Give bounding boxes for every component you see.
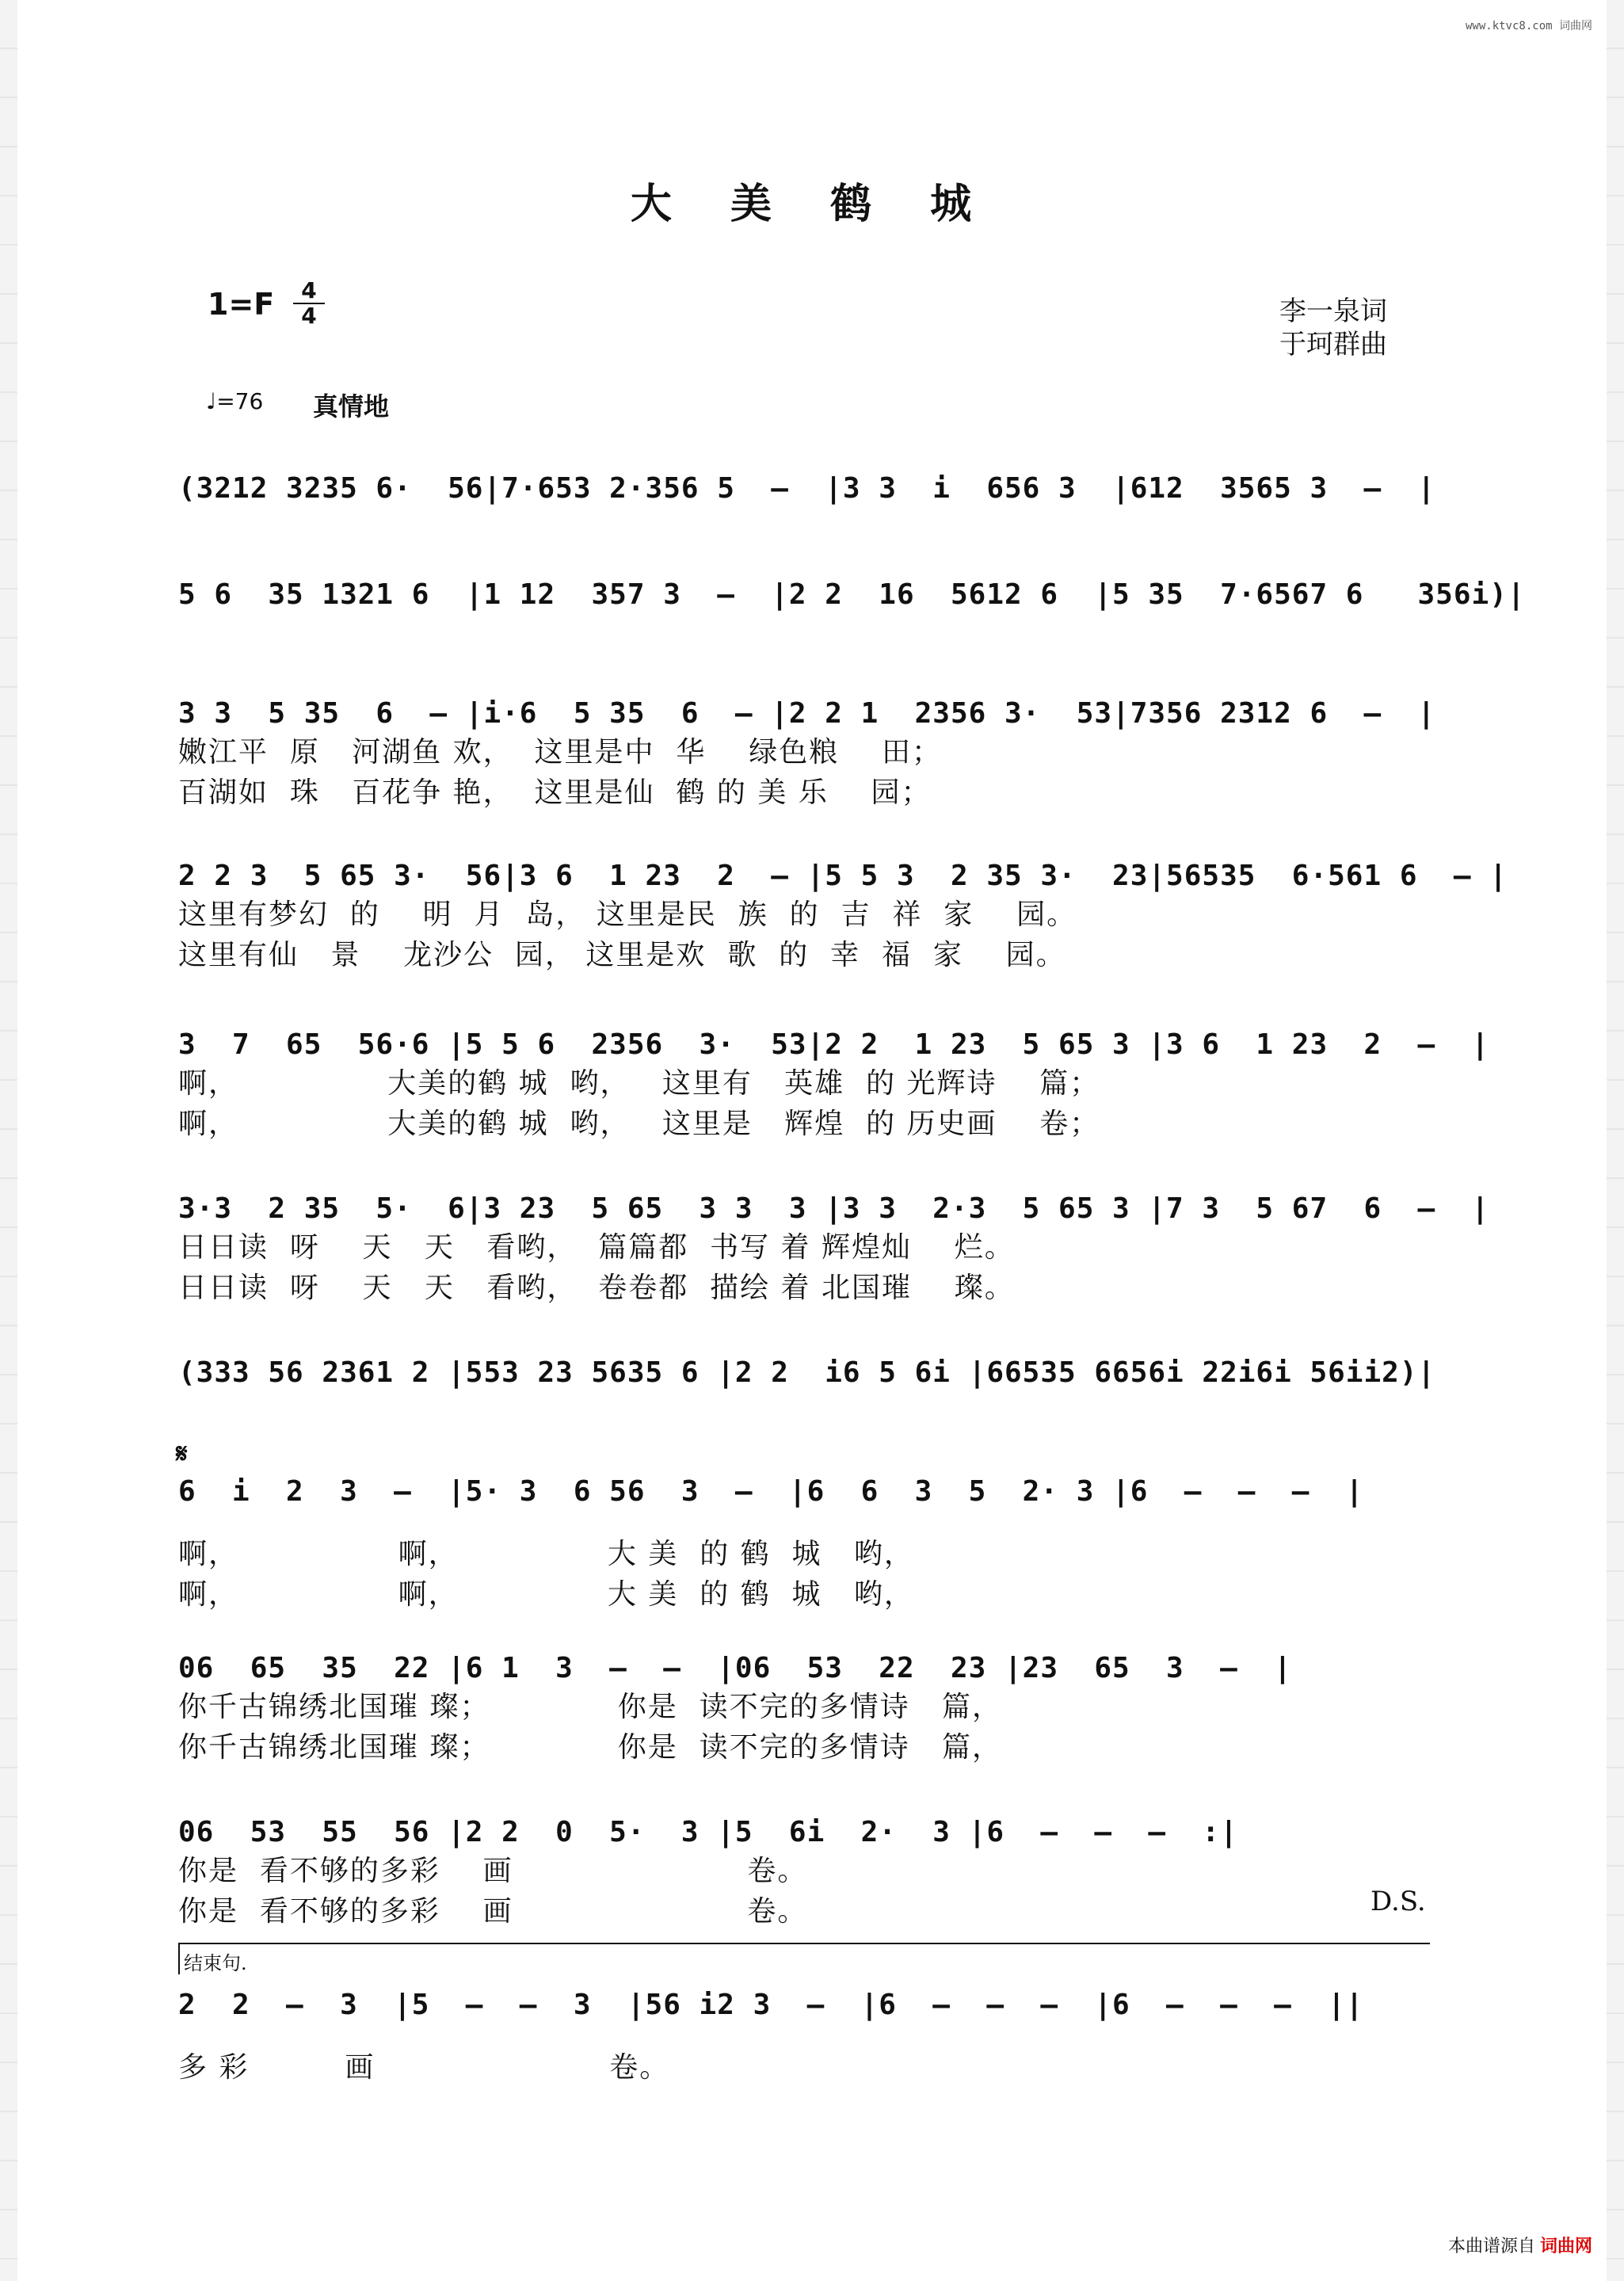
notation-line: 2 2 3 5 65 3· 56|3 6 1 23 2 – |5 5 3 2 35 3· 23|56535 6·561 6 – |: [178, 860, 1508, 892]
notation-line: 6 i 2 3 – |5· 3 6 56 3 – |6 6 3 5 2· 3 |6 – – – |: [178, 1475, 1364, 1508]
left-margin-strip: [0, 0, 17, 2281]
right-margin-strip: [1607, 0, 1624, 2281]
notation-line: 3 7 65 56·6 |5 5 6 2356 3· 53|2 2 1 23 5 65 3 |3 6 1 23 2 – |: [178, 1028, 1490, 1061]
segno-icon: 𝄋: [176, 1438, 188, 1470]
score-row: [178, 472, 1446, 505]
lyric-verse-1: 嫩江平 原 河湖鱼 欢， 这里是中 华 绿色粮 田；: [178, 736, 942, 769]
coda-bracket-edge: [178, 1943, 180, 1974]
lyric-verse-2: 啊， 大美的鹤 城 哟， 这里是 辉煌 的 历史画 卷；: [178, 1108, 1100, 1140]
notation-line: 5 6 35 1321 6 |1 12 357 3 – |2 2 16 5612 6 |5 35 7·6567 6 356i)|: [178, 578, 1526, 611]
expression-mark: 真情地: [313, 391, 390, 421]
footer-source: [1448, 2233, 1592, 2257]
lyric-verse-1: 啊， 大美的鹤 城 哟， 这里有 英雄 的 光辉诗 篇；: [178, 1067, 1100, 1100]
lyric-verse-2: 日日读 呀 天 天 看哟， 卷卷都 描绘 着 北国璀 璨。: [178, 1272, 1015, 1304]
score-row: [178, 697, 1446, 811]
score-row: [178, 1989, 1446, 2085]
notation-line: 3·3 2 35 5· 6|3 23 5 65 3 3 3 |3 3 2·3 5 65 3 |7 3 5 67 6 – |: [178, 1192, 1490, 1225]
coda-bracket: [178, 1943, 1430, 1944]
score-row: [178, 578, 1526, 611]
footer-text: 本曲谱源自: [1447, 2237, 1535, 2256]
lyric-verse-1: 啊， 啊， 大 美 的 鹤 城 哟，: [178, 1538, 914, 1570]
lyric-verse-2: 你是 看不够的多彩 画 卷。: [178, 1895, 808, 1928]
key-signature: 1=F: [208, 287, 275, 322]
lyric-verse-1: 你是 看不够的多彩 画 卷。: [178, 1855, 808, 1887]
notation-line: 06 53 55 56 |2 2 0 5· 3 |5 6i 2· 3 |6 – – – :|: [178, 1816, 1238, 1848]
lyric-verse-1: 这里有梦幻 的 明 月 岛， 这里是民 族 的 吉 祥 家 园。: [178, 898, 1077, 931]
time-sig-bottom: 4: [301, 303, 317, 329]
score-row: [178, 1475, 1446, 1612]
lyricist: 李一泉词: [1279, 296, 1387, 327]
time-signature: [293, 279, 325, 328]
notation-line: 06 65 35 22 |6 1 3 – – |06 53 22 23 |23 65 3 – |: [178, 1652, 1292, 1684]
lyric-verse-2: 啊， 啊， 大 美 的 鹤 城 哟，: [178, 1578, 914, 1611]
tempo-mark: ♩=76: [206, 388, 264, 414]
score-row: [178, 1356, 1446, 1389]
lyric-verse-2: 这里有仙 景 龙沙公 园， 这里是欢 歌 的 幸 福 家 园。: [178, 939, 1066, 971]
footer-brand[interactable]: 词曲网: [1539, 2237, 1592, 2256]
score-row: [178, 860, 1508, 973]
time-sig-top: 4: [293, 279, 325, 304]
notation-line: (3212 3235 6· 56|7·653 2·356 5 – |3 3 i 656 3 |612 3565 3 – |: [178, 472, 1436, 505]
notation-line: 3 3 5 35 6 – |i·6 5 35 6 – |2 2 1 2356 3· 53|7356 2312 6 – |: [178, 697, 1436, 730]
score-row: [178, 1652, 1446, 1765]
site-watermark: www.ktvc8.com 词曲网: [1465, 20, 1592, 32]
coda-label: 结束句.: [184, 1952, 247, 1974]
notation-line: (333 56 2361 2 |553 23 5635 6 |2 2 i6 5 6i |66535 6656i 22i6i 56ii2)|: [178, 1356, 1436, 1389]
lyric-verse-1: 日日读 呀 天 天 看哟， 篇篇都 书写 着 辉煌灿 烂。: [178, 1231, 1015, 1264]
lyric-verse-1: 多 彩 画 卷。: [178, 2051, 670, 2084]
composer: 于珂群曲: [1279, 329, 1387, 360]
notation-line: 2 2 – 3 |5 – – 3 |56 i2 3 – |6 – – – |6 – – – ||: [178, 1989, 1364, 2021]
lyric-verse-1: 你千古锦绣北国璀 璨； 你是 读不完的多情诗 篇，: [178, 1691, 1002, 1723]
credits: [1279, 295, 1387, 361]
lyric-verse-2: 百湖如 珠 百花争 艳， 这里是仙 鹤 的 美 乐 园；: [178, 776, 932, 809]
score-row: [178, 1028, 1490, 1142]
song-title: 大 美 鹤 城: [630, 180, 994, 228]
score-row: [178, 1192, 1490, 1306]
dal-segno-mark: D.S.: [1370, 1886, 1426, 1917]
lyric-verse-2: 你千古锦绣北国璀 璨； 你是 读不完的多情诗 篇，: [178, 1731, 1002, 1764]
score-row: [178, 1816, 1446, 1929]
